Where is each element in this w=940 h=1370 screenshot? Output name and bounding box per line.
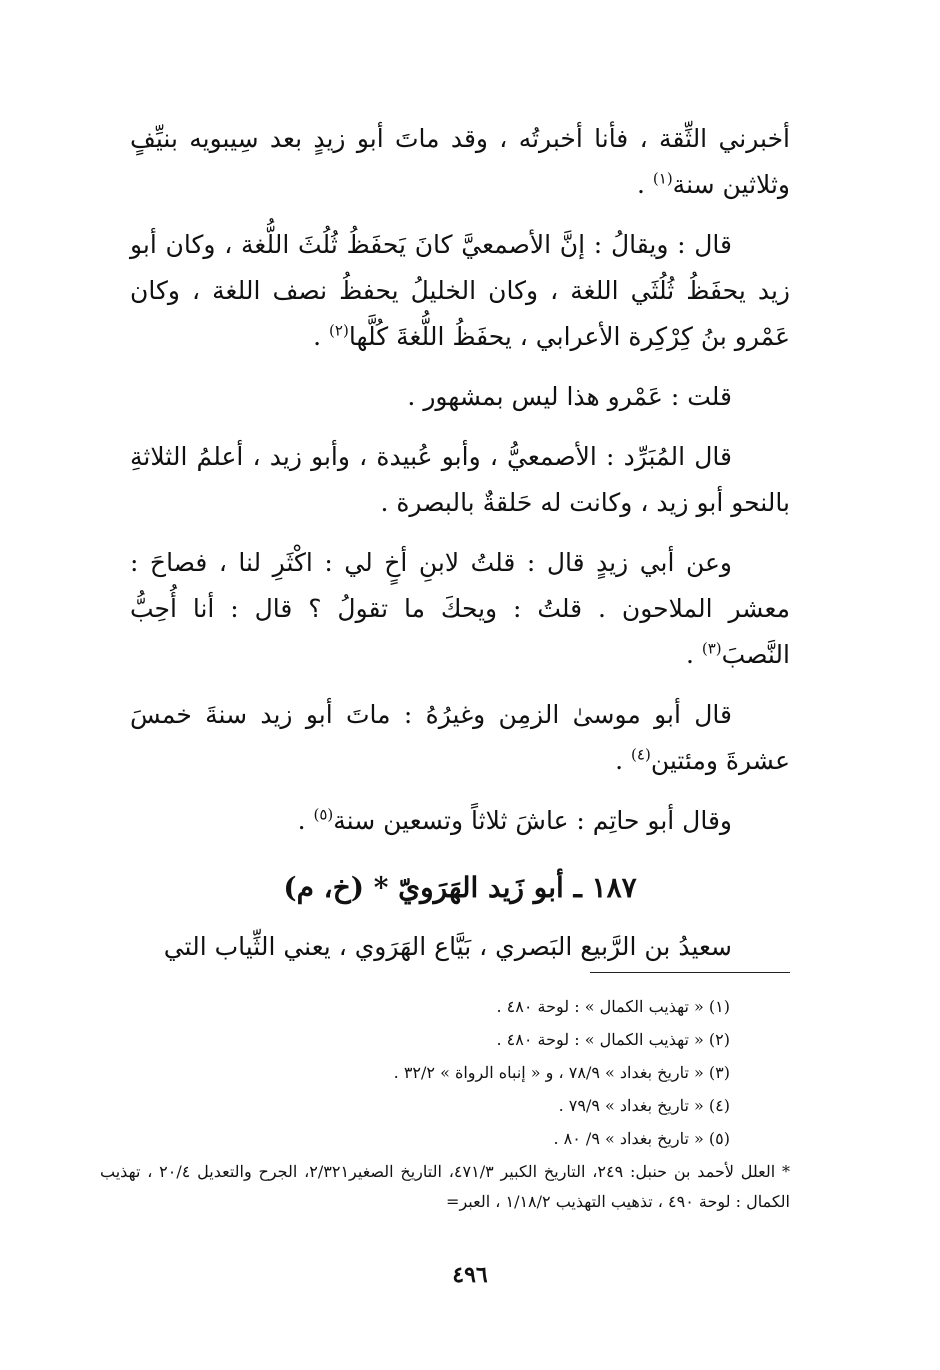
footnote-ref-2: (٢): [329, 321, 349, 340]
footnote-ref-1: (١): [652, 169, 673, 188]
source-note: * العلل لأحمد بن حنبل: ٢٤٩، التاريخ الكبير ٤٧١/٣، التاريخ الصغير٢/٣٢١، الجرح والتعديل ٢٠/٤ ، تهذيب الكمال : لوحة ٤٩٠ ، تذهيب التهذيب ١/١٨/٢ ، العبر=: [100, 1162, 791, 1211]
footnote-5: (٥) « تاريخ بغداد » ٩/ ٨٠ .: [553, 1129, 730, 1148]
footnote-ref-5: (٥): [313, 805, 334, 824]
paragraph-8: سعيدُ بن الرَّبيع البَصري ، بَيَّاع الهَرَوي ، يعني الثِّياب التي: [163, 932, 732, 961]
entry-heading: ١٨٧ ـ أبو زَيد الهَرَويّ * (خ، م): [283, 871, 637, 904]
main-text: [130, 116, 790, 984]
paragraph-6: قال أبو موسىٰ الزمِن وغيرُهُ : ماتَ أبو زيد سنةَ خمسَ عشرةَ ومئتين$^{(٤)}$ .: [130, 700, 790, 775]
footnote-1: (١) « تهذيب الكمال » : لوحة ٤٨٠ .: [496, 997, 730, 1016]
paragraph-5: وعن أبي زيدٍ قال : قلتُ لابنِ أخٍ لي : اكْثَرِ لنا ، فصاحَ : معشر الملاحون . قلتُ : ويحكَ ما تقولُ ؟ قال : أنا أُحِبُّ النَّصبَ$^{(٣)}$ .: [130, 548, 790, 669]
footnote-3: (٣) « تاريخ بغداد » ٧٨/٩ ، و « إنباه الرواة » ٣٢/٢ .: [393, 1063, 730, 1082]
paragraph-4: قال المُبَرِّد : الأصمعيُّ ، وأبو عُبيدة ، وأبو زيد ، أعلمُ الثلاثةِ بالنحو أبو زيد ، وكانت له حَلقةٌ بالبصرة .: [130, 442, 790, 517]
footnotes: [100, 990, 790, 1217]
paragraph-3: قلت : عَمْرو هذا ليس بمشهور .: [407, 382, 732, 411]
page-number: ٤٩٦: [452, 1262, 488, 1288]
footnote-ref-3: (٣): [701, 639, 722, 658]
footnote-2: (٢) « تهذيب الكمال » : لوحة ٤٨٠ .: [496, 1030, 730, 1049]
footnote-4: (٤) « تاريخ بغداد » ٧٩/٩ .: [558, 1096, 730, 1115]
paragraph-1: أخبرني الثِّقة ، فأنا أخبرتُه ، وقد ماتَ أبو زيدٍ بعد سِيبويه بنيِّفٍ وثلاثين سنة$^{(١)}$ .: [130, 124, 790, 199]
paragraph-7: وقال أبو حاتِم : عاشَ ثلاثاً وتسعين سنة$^{(٥)}$ .: [297, 805, 732, 835]
footnote-divider: [590, 972, 790, 973]
footnote-ref-4: (٤): [631, 745, 651, 764]
paragraph-2: قال : ويقالُ : إنَّ الأصمعيَّ كانَ يَحفَظُ ثُلُثَ اللُّغة ، وكان أبو زيد يحفَظُ ثُلُثَي اللغة ، وكان الخليلُ يحفظُ نصف اللغة ، وكان عَمْرو بنُ كِرْكِرة الأعرابي ، يحفَظُ اللُّغةَ كُلَّها$^{(٢)}$ .: [130, 230, 790, 351]
